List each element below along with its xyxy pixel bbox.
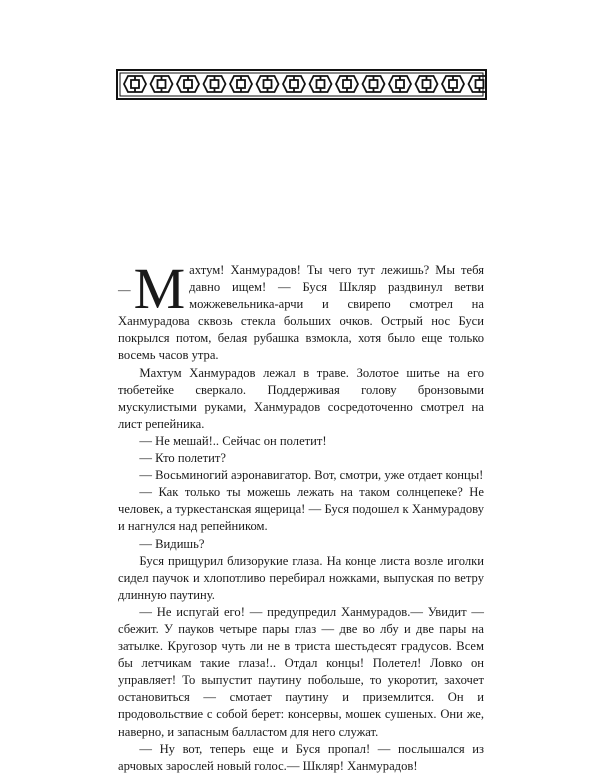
ornament-motif	[469, 76, 488, 92]
ornament-motif	[124, 76, 146, 92]
ornament-motif	[416, 76, 438, 92]
opening-text: ахтум! Ханмурадов! Ты чего тут лежишь? Мы тебя давно ищем! — Буся Шкляр раздвинул ветви можжевельника-арчи и свирепо смотрел на Ханмурадова сквозь стекла больших очков. Острый нос Буси покрылся потом, белая рубашка взмокла, хотя было еще только восемь часов утра.	[118, 263, 484, 363]
ornament-motif	[283, 76, 305, 92]
paragraph: — Видишь?	[139, 536, 205, 551]
paragraph: — Восьминогий аэронавигатор. Вот, смотри, уже отдает концы!	[139, 468, 484, 483]
ornament-motif	[336, 76, 358, 92]
ornament-motif	[177, 76, 199, 92]
paragraph: — Как только ты можешь лежать на таком солнцепеке? Не человек, а туркестанская ящерица! — Буся подошел к Ханмурадову и нагнулся над репейником.	[118, 485, 484, 534]
ornament-motif	[389, 76, 411, 92]
decorative-meander-border	[116, 69, 487, 100]
ornament-motif	[363, 76, 385, 92]
ornament-motif	[310, 76, 332, 92]
ornament-motif	[204, 76, 226, 92]
opening-paragraph	[118, 256, 484, 365]
opening-dash: —	[118, 283, 131, 297]
ornament-motif	[230, 76, 252, 92]
ornament-motif	[442, 76, 464, 92]
paragraph: — Кто полетит?	[139, 451, 226, 466]
drop-cap: М	[133, 256, 186, 321]
paragraph: — Ну вот, теперь еще и Буся пропал! — послышался из арчовых зарослей новый голос.— Шкляр! Ханмурадов!	[118, 741, 484, 773]
paragraph: — Не мешай!.. Сейчас он полетит!	[139, 433, 327, 448]
ornament-motif	[151, 76, 173, 92]
paragraph: Буся прищурил близорукие глаза. На конце листа возле иголки сидел паучок и хлопотливо перебирал ножками, выпуская по ветру длинную паутину.	[118, 553, 484, 602]
paragraph: Махтум Ханмурадов лежал в траве. Золотое шитье на его тюбетейке сверкало. Поддерживая голову бронзовыми мускулистыми руками, Ханмурадов сосредоточенно смотрел на лист репейника.	[118, 365, 484, 431]
paragraph: — Не испугай его! — предупредил Ханмурадов.— Увидит — сбежит. У пауков четыре пары глаз — две во лбу и две пары на затылке. Кругозор чуть ли не в триста шестьдесят градусов. Всем бы летчикам такие глаза!.. Отдал концы! Полетел! Ловко он управляет! То выпустит паутину побольше, то укоротит, захочет остановиться — смотает паутину и приземлится. Он и продовольствие с собой берет: консервы, мошек сушеных. Они же, наверно, и запасным балластом для него служат.	[118, 604, 484, 739]
page-text	[118, 256, 484, 775]
ornament-motif	[257, 76, 279, 92]
